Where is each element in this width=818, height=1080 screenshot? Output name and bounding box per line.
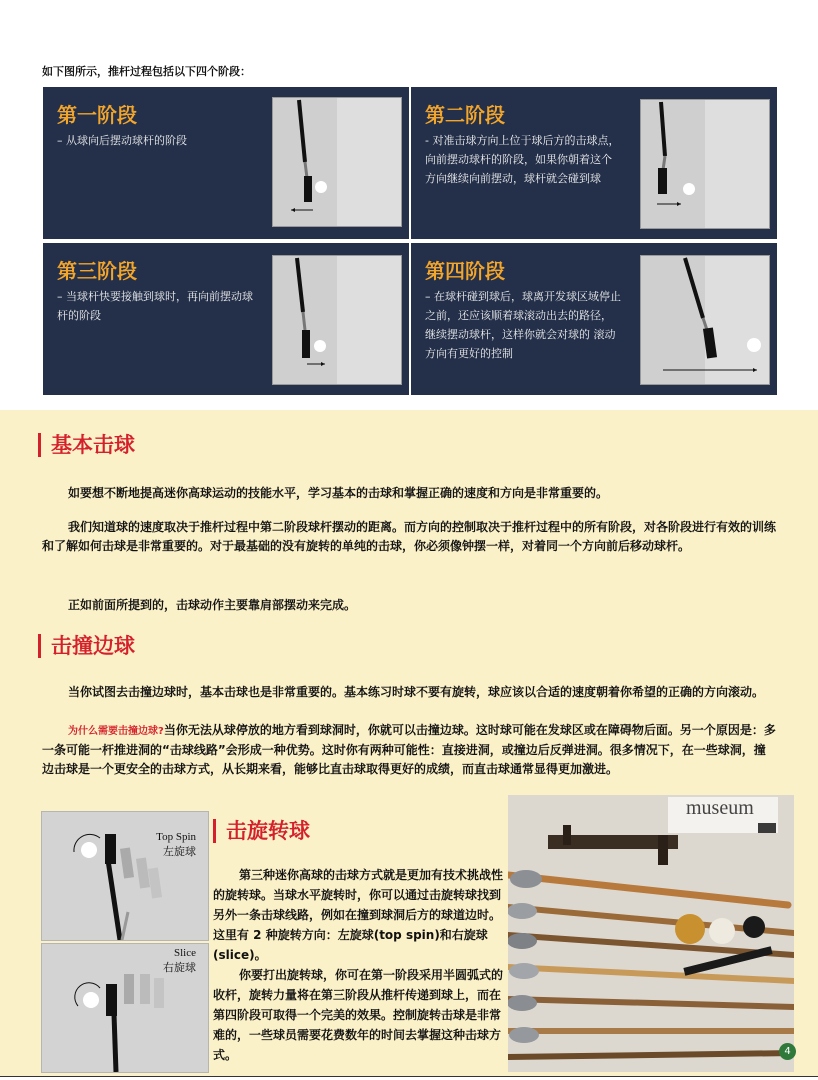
stage-desc: – 在球杆碰到球后，球离开发球区域停止之前，还应该顺着球滚动出去的路径，继续摆动球杆，这样你就会对球的 滚动方向有更好的控制 (425, 290, 621, 360)
stage-3-illustration (272, 255, 402, 385)
stage-desc: – 从球向后摆动球杆的阶段 (57, 134, 187, 147)
intro-text: 如下图所示，推杆过程包括以下四个阶段： (42, 65, 251, 78)
slice-cn: 右旋球 (163, 962, 196, 974)
stage-desc: - 对准击球方向上位于球后方的击球点，向前摆动球杆的阶段，如果你朝着这个方向继续向前摆动，球杆就会碰到球 (425, 134, 620, 185)
bank-paragraph-2-text: 当你无法从球停放的地方看到球洞时，你就可以击撞边球。这时球可能在发球区或在障碍物后面。另一个原因是：多一条可能一杆推进洞的“击球线路”会形成一种优势。这时你有两种可能性：直接进洞，或撞边后反弹进洞。很多情况下，在一些球洞，撞边击球是一个更安全的击球方式，从长期来看，能够比直击球取得更好的成绩，而直击球通常显得更加激进。 (42, 723, 776, 776)
stage-2-panel (411, 87, 777, 239)
slice-label (163, 946, 196, 976)
page-number: 4 (779, 1043, 796, 1060)
bottom-rule (0, 1076, 818, 1077)
spin-paragraph-1: 第三种迷你高球的击球方式就是更加有技术挑战性的旋转球。当球水平旋转时，你可以通过击旋转球找到另外一条击球线路，例如在撞到球洞后方的球道边时。这里有 2 种旋转方向：左旋球(top spin)和右旋球(slice)。 (213, 868, 504, 962)
museum-sign: museum (686, 797, 754, 819)
slice-en: Slice (174, 947, 196, 959)
stage-desc: – 当球杆快要接触到球时，再向前摆动球杆的阶段 (57, 290, 253, 322)
top-spin-label (156, 830, 196, 860)
basic-heading: 基本击球 (38, 433, 135, 457)
stage-1-illustration (272, 97, 402, 227)
stage-2-illustration (640, 99, 770, 229)
basic-paragraph-2: 我们知道球的速度取决于推杆过程中第二阶段球杆摆动的距离。而方向的控制取决于推杆过程中的所有阶段，对各阶段进行有效的训练和了解如何击球是非常重要的。对于最基础的没有旋转的单纯的击球，你必须像钟摆一样，对着同一个方向前后移动球杆。 (42, 520, 777, 553)
stage-4-illustration (640, 255, 770, 385)
stage-title: 第三阶段 (57, 259, 137, 283)
top-spin-en: Top Spin (156, 831, 196, 843)
bank-heading: 击撞边球 (38, 634, 135, 658)
bank-paragraph-2 (42, 721, 777, 779)
top-spin-illustration (41, 811, 209, 941)
bank-paragraph-1: 当你试图去击撞边球时，基本击球也是非常重要的。基本练习时球不要有旋转，球应该以合适的速度朝着你希望的正确的方向滚动。 (68, 685, 765, 699)
basic-paragraph-1: 如要想不断地提高迷你高球运动的技能水平，学习基本的击球和掌握正确的速度和方向是非常重要的。 (68, 486, 609, 500)
stage-title: 第四阶段 (425, 259, 505, 283)
why-label: 为什么需要击撞边球? (68, 726, 164, 737)
stage-title: 第一阶段 (57, 103, 137, 127)
museum-photo (508, 795, 794, 1072)
stage-4-panel (411, 243, 777, 395)
basic-paragraph-3: 正如前面所提到的，击球动作主要靠肩部摆动来完成。 (68, 598, 357, 612)
top-spin-cn: 左旋球 (163, 846, 196, 858)
stage-1-panel (43, 87, 409, 239)
spin-heading: 击旋转球 (213, 819, 310, 843)
slice-illustration (41, 943, 209, 1073)
stage-title: 第二阶段 (425, 103, 505, 127)
spin-paragraph-2: 你要打出旋转球，你可在第一阶段采用半圆弧式的收杆，旋转力量将在第三阶段从推杆传递到球上，而在第四阶段可取得一个完美的效果。控制旋转击球是非常难的，一些球员需要花费数年的时间去掌握这种击球方式。 (213, 968, 504, 1062)
stage-3-panel (43, 243, 409, 395)
